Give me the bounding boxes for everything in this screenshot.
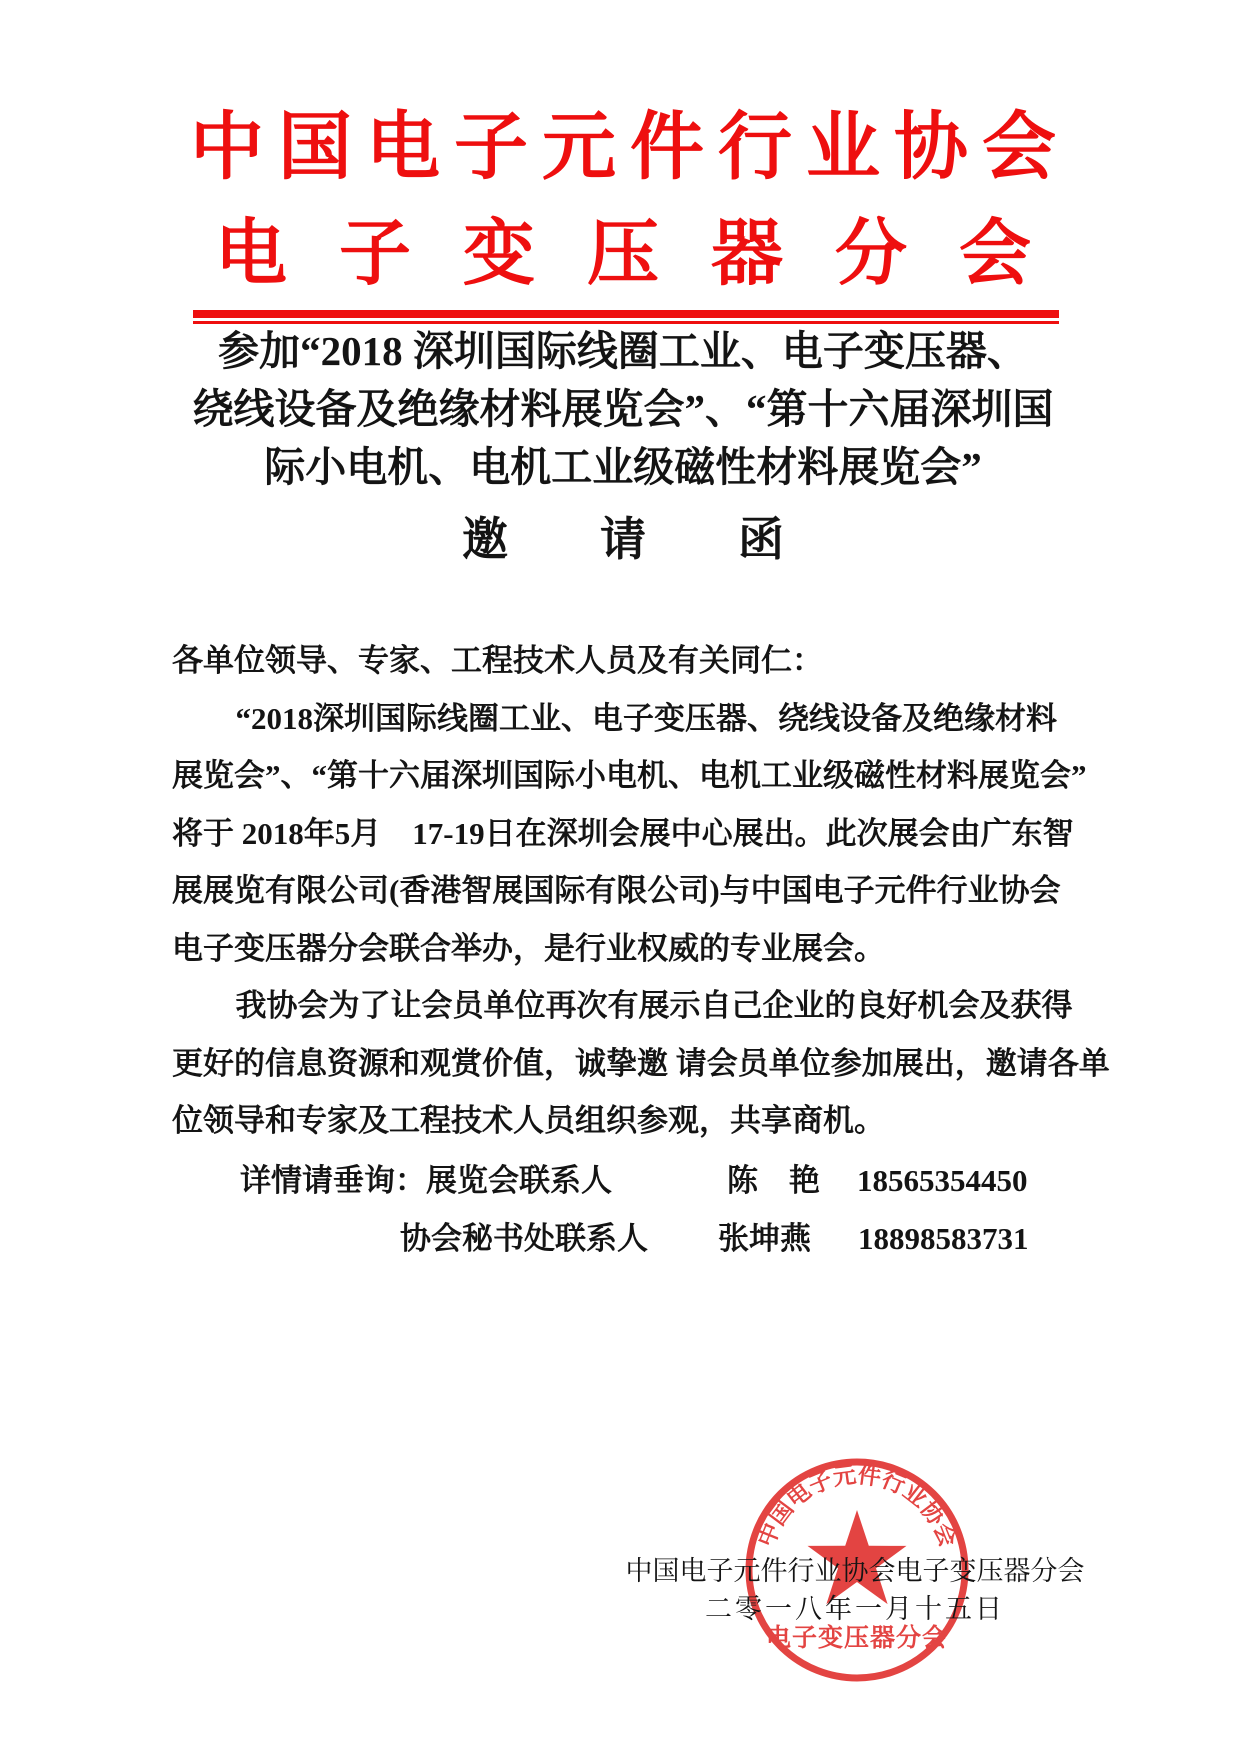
seal-bottom-text: 电子变压器分会 <box>765 1625 949 1652</box>
letterhead-rule-thick <box>193 310 1059 318</box>
signature-block <box>600 1552 1110 1628</box>
contact-name: 张坤燕 <box>718 1221 811 1256</box>
text-line: 我协会为了让会员单位再次有展示自己企业的良好机会及获得 <box>235 988 1073 1023</box>
salutation: 各单位领导、专家、工程技术人员及有关同仁： <box>172 643 823 678</box>
letterhead-line2: 电子变压器分会 <box>214 214 1083 294</box>
text-line: 展展览有限公司(香港智展国际有限公司)与中国电子元件行业协会 <box>172 873 1061 908</box>
text-line: 参加“2018 深圳国际线圈工业、电子变压器、 <box>218 328 1028 374</box>
contact-phone: 18565354450 <box>857 1163 1028 1198</box>
contact-role <box>240 1152 612 1210</box>
text-line: “2018深圳国际线圈工业、电子变压器、绕线设备及绝缘材料 <box>235 700 1058 736</box>
invitation-heading: 邀 请 函 <box>462 514 784 565</box>
contact-role-label: 协会秘书处联系人 <box>400 1221 648 1256</box>
contact-intro: 详情请垂询： <box>240 1163 426 1198</box>
text-line: 位领导和专家及工程技术人员组织参观，共享商机。 <box>172 1103 885 1138</box>
contact-block <box>172 1152 1080 1268</box>
text-line: 展览会”、“第十六届深圳国际小电机、电机工业级磁性材料展览会” <box>172 758 1087 793</box>
document-title <box>110 322 1136 496</box>
contact-name: 陈 艳 <box>727 1163 820 1198</box>
paragraph-1 <box>172 690 1087 978</box>
seal-arc-text: 中国电子元件行业协会 <box>753 1462 961 1551</box>
letterhead <box>0 92 1246 304</box>
letterhead-line1: 中国电子元件行业协会 <box>190 107 1070 189</box>
signature-date: 二零一八年一月十五日 <box>705 1594 1005 1624</box>
text-line: 将于 2018年5月 17-19日在深圳会展中心展出。此次展会由广东智 <box>172 815 1074 851</box>
contact-row-secretariat <box>172 1210 1080 1268</box>
contact-role-label: 展览会联系人 <box>426 1163 612 1198</box>
text-line: 绕线设备及绝缘材料展览会”、“第十六届深圳国 <box>192 386 1054 432</box>
text-line: 电子变压器分会联合举办，是行业权威的专业展会。 <box>172 930 885 966</box>
text-line: 际小电机、电机工业级磁性材料展览会” <box>264 444 982 490</box>
signature-organization: 中国电子元件行业协会电子变压器分会 <box>625 1556 1085 1586</box>
letter-body <box>172 632 1110 1150</box>
text-line: 更好的信息资源和观赏价值，诚挚邀 请会员单位参加展出，邀请各单 <box>172 1045 1110 1081</box>
contact-row-exhibition <box>172 1152 1080 1210</box>
paragraph-2 <box>172 977 1110 1150</box>
contact-phone: 18898583731 <box>858 1221 1029 1256</box>
